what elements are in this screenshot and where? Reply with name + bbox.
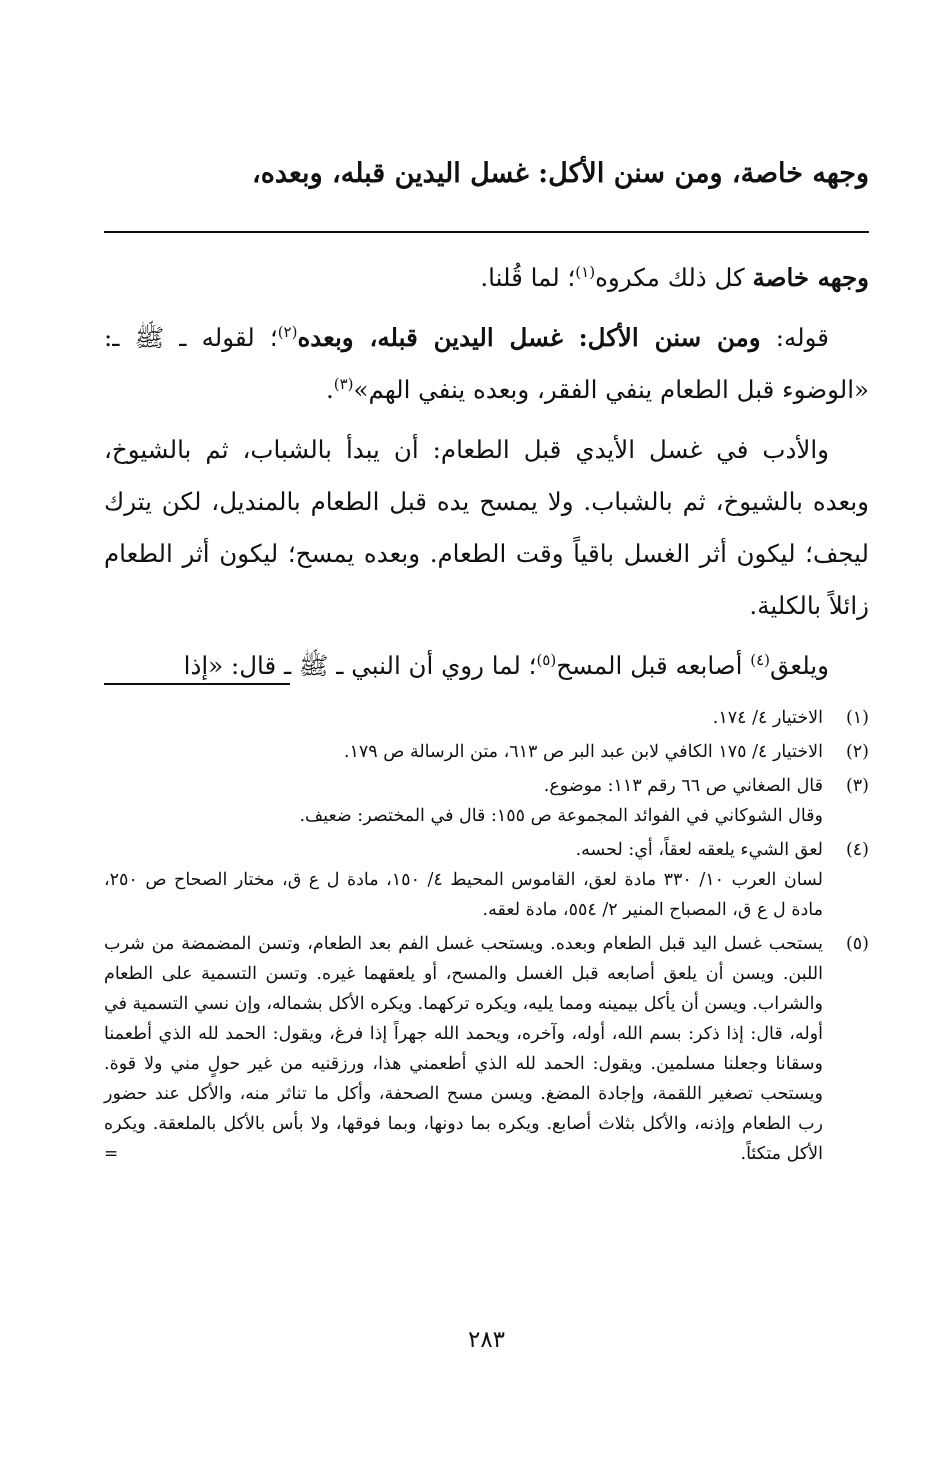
footnote-5 bbox=[104, 929, 869, 1169]
header-rule bbox=[104, 231, 869, 233]
paragraph-3: والأدب في غسل الأيدي قبل الطعام: أن يبدأ بالشباب، ثم بالشيوخ، وبعده بالشيوخ، ثم بالشباب. ولا يمسح يده قبل الطعام بالمنديل، لكن يترك ليجف؛ ليكون أثر الغسل باقياً وقت الطعام. وبعده يمسح؛ ليكون أثر الطعام زائلاً بالكلية. bbox=[104, 435, 869, 620]
text: ويلعق bbox=[769, 651, 829, 680]
text: كل ذلك مكروه bbox=[595, 263, 753, 292]
footnote-text: لعق الشيء يلعقه لعقاً، أي: لحسه. bbox=[575, 840, 823, 860]
footnote-number: (١) bbox=[845, 708, 869, 728]
footnote-ref-2[interactable]: (٢) bbox=[277, 322, 298, 341]
footnote-1 bbox=[104, 703, 869, 733]
page-number: ٢٨٣ bbox=[467, 1327, 506, 1353]
footnotes bbox=[104, 703, 869, 1173]
footnote-text: يستحب غسل اليد قبل الطعام وبعده. ويستحب غسل الفم بعد الطعام، وتسن المضمضة من شرب اللبن. ويسن أن يلعق أصابعه قبل الغسل والمسح، أو يلعقهما غيره. وتسن التسمية على الطعام والشراب. ويسن أن يأكل بيمينه ومما يليه، ويكره تركهما. ويكره الأكل بشماله، وإن نسي التسمية في أوله، قال: إذا ذكر: بسم الله، أوله، وآخره، ويحمد الله جهراً إذا فرغ، ويقول: الحمد لله الذي أطعمنا وسقانا وجعلنا مسلمين. ويقول: الحمد لله الذي أطعمني هذا، ورزقنيه من غير حولٍ مني ولا قوة. ويستحب تصغير اللقمة، وإجادة المضغ. ويسن مسح الصحفة، وأكل ما تناثر منه، والأكل عند حضور رب الطعام وإذنه، والأكل بثلاث أصابع. ويكره بما دونها، وبما فوقها، ولا بأس بالأكل بالملعقة. ويكره الأكل متكئاً. bbox=[104, 934, 823, 1164]
bold-matn: ومن سنن الأكل: غسل اليدين قبله، وبعده bbox=[297, 323, 761, 352]
footnote-text: الاختيار ٤/ ١٧٥ الكافي لابن عبد البر ص ٦١٣، متن الرسالة ص ١٧٩. bbox=[343, 742, 823, 762]
text: أصابعه قبل المسح bbox=[556, 651, 751, 680]
body-text bbox=[104, 252, 869, 700]
bold-lead: وجهه خاصة bbox=[752, 263, 869, 292]
running-header: وجهه خاصة، ومن سنن الأكل: غسل اليدين قبله، وبعده، bbox=[252, 158, 869, 189]
footnote-text: الاختيار ٤/ ١٧٤. bbox=[712, 708, 823, 728]
footnote-separator bbox=[104, 683, 290, 685]
footnote-ref-3[interactable]: (٣) bbox=[333, 374, 354, 393]
text: ؛ لما قُلنا. bbox=[480, 263, 576, 292]
footnote-number: (٢) bbox=[845, 742, 869, 762]
footnote-text: وقال الشوكاني في الفوائد المجموعة ص ١٥٥: قال في المختصر: ضعيف. bbox=[299, 806, 823, 826]
footnote-number: (٤) bbox=[845, 840, 869, 860]
footnote-ref-5[interactable]: (٥) bbox=[536, 650, 557, 669]
footnote-number: (٥) bbox=[845, 934, 869, 954]
book-page bbox=[104, 0, 869, 1477]
footnote-text: لسان العرب ١٠/ ٣٣٠ مادة لعق، القاموس المحيط ٤/ ١٥٠، مادة ل ع ق، مختار الصحاح ص ٢٥٠، مادة ل ع ق، المصباح المنير ٢/ ٥٥٤، مادة لعقه. bbox=[104, 870, 823, 920]
footnote-number: (٣) bbox=[845, 776, 869, 796]
text: ؛ لقوله ـ ﷺ ـ: «الوضوء قبل الطعام ينفي الفقر، وبعده ينفي الهم» bbox=[104, 323, 869, 404]
paragraph-1 bbox=[104, 252, 869, 304]
continuation-mark: = bbox=[104, 1144, 119, 1164]
footnote-ref-4[interactable]: (٤) bbox=[750, 650, 770, 669]
footnote-4 bbox=[104, 835, 869, 925]
text: قوله: bbox=[760, 323, 830, 352]
text: . bbox=[325, 375, 334, 404]
footnote-3 bbox=[104, 771, 869, 831]
footnote-text: قال الصغاني ص ٦٦ رقم ١١٣: موضوع. bbox=[543, 776, 823, 796]
footnote-2 bbox=[104, 737, 869, 767]
footnote-ref-1[interactable]: (١) bbox=[575, 262, 596, 281]
text: ؛ لما روي أن النبي ـ ﷺ ـ قال: «إذا bbox=[183, 651, 537, 680]
paragraph-2 bbox=[104, 312, 869, 416]
